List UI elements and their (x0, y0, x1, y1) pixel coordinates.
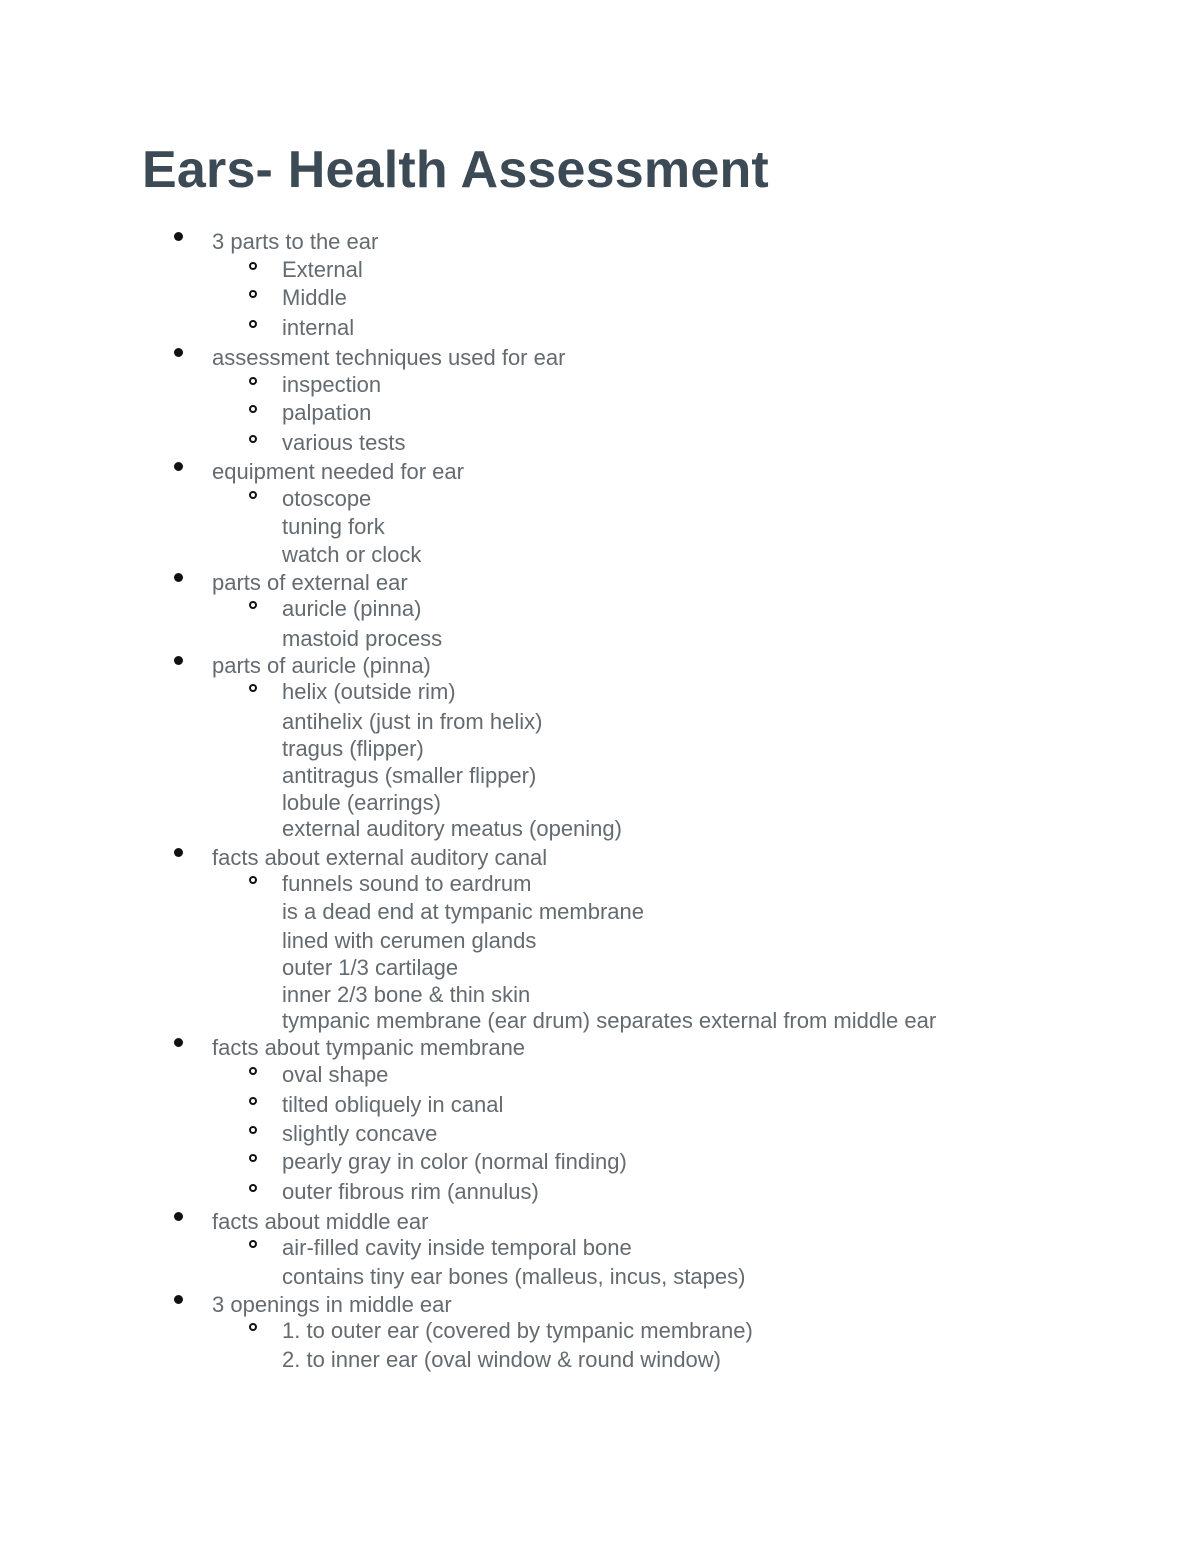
bullet-icon (174, 848, 183, 857)
bullet-icon (174, 656, 183, 665)
outline-subitem: antitragus (smaller flipper) (282, 763, 537, 788)
circle-bullet-icon (249, 405, 257, 413)
page-title: Ears- Health Assessment (142, 141, 769, 199)
bullet-icon (174, 1295, 183, 1304)
outline-subitem: slightly concave (282, 1121, 438, 1146)
outline-subitem: helix (outside rim) (282, 679, 456, 704)
outline-subitem: is a dead end at tympanic membrane (282, 899, 644, 924)
outline-item: equipment needed for ear (212, 459, 464, 484)
circle-bullet-icon (249, 262, 257, 270)
circle-bullet-icon (249, 1097, 257, 1105)
bullet-icon (174, 348, 183, 357)
circle-bullet-icon (249, 290, 257, 298)
outline-subitem: external auditory meatus (opening) (282, 816, 622, 841)
circle-bullet-icon (249, 1126, 257, 1134)
outline-item: parts of external ear (212, 570, 408, 595)
outline-subitem: otoscope (282, 486, 372, 511)
circle-bullet-icon (249, 1154, 257, 1162)
bullet-icon (174, 462, 183, 471)
circle-bullet-icon (249, 1240, 257, 1248)
outline-subitem: lined with cerumen glands (282, 928, 537, 953)
outline-subitem: air-filled cavity inside temporal bone (282, 1235, 632, 1260)
outline-subitem: Middle (282, 285, 347, 310)
outline-subitem: palpation (282, 400, 372, 425)
circle-bullet-icon (249, 601, 257, 609)
outline-subitem: funnels sound to eardrum (282, 871, 532, 896)
outline-subitem: inner 2/3 bone & thin skin (282, 982, 531, 1007)
circle-bullet-icon (249, 377, 257, 385)
outline-item: facts about tympanic membrane (212, 1035, 526, 1060)
outline-subitem: tilted obliquely in canal (282, 1092, 504, 1117)
outline-subitem: oval shape (282, 1062, 389, 1087)
outline-subitem: antihelix (just in from helix) (282, 709, 543, 734)
outline-subitem: pearly gray in color (normal finding) (282, 1149, 627, 1174)
circle-bullet-icon (249, 684, 257, 692)
circle-bullet-icon (249, 1323, 257, 1331)
outline-item: assessment techniques used for ear (212, 345, 566, 370)
outline-subitem: tragus (flipper) (282, 736, 424, 761)
outline-subitem: contains tiny ear bones (malleus, incus, stapes) (282, 1264, 746, 1289)
outline-item: parts of auricle (pinna) (212, 653, 431, 678)
outline-subitem: tuning fork (282, 514, 385, 539)
bullet-icon (174, 1212, 183, 1221)
outline-subitem: various tests (282, 430, 406, 455)
outline-subitem: auricle (pinna) (282, 596, 422, 621)
outline-subitem: 2. to inner ear (oval window & round window) (282, 1347, 722, 1372)
outline-item: 3 parts to the ear (212, 229, 379, 254)
outline-subitem: 1. to outer ear (covered by tympanic membrane) (282, 1318, 753, 1343)
outline-subitem: outer 1/3 cartilage (282, 955, 459, 980)
bullet-icon (174, 1038, 183, 1047)
outline-subitem: inspection (282, 372, 382, 397)
circle-bullet-icon (249, 320, 257, 328)
outline-subitem: outer fibrous rim (annulus) (282, 1179, 539, 1204)
circle-bullet-icon (249, 1184, 257, 1192)
outline-item: 3 openings in middle ear (212, 1292, 452, 1317)
circle-bullet-icon (249, 1067, 257, 1075)
outline-subitem: tympanic membrane (ear drum) separates external from middle ear (282, 1008, 937, 1033)
outline-item: facts about middle ear (212, 1209, 429, 1234)
circle-bullet-icon (249, 876, 257, 884)
bullet-icon (174, 232, 183, 241)
circle-bullet-icon (249, 435, 257, 443)
outline-item: facts about external auditory canal (212, 845, 548, 870)
outline-subitem: External (282, 257, 363, 282)
outline-subitem: mastoid process (282, 626, 443, 651)
circle-bullet-icon (249, 491, 257, 499)
outline-subitem: internal (282, 315, 355, 340)
outline-subitem: watch or clock (282, 542, 422, 567)
bullet-icon (174, 573, 183, 582)
outline-subitem: lobule (earrings) (282, 790, 441, 815)
